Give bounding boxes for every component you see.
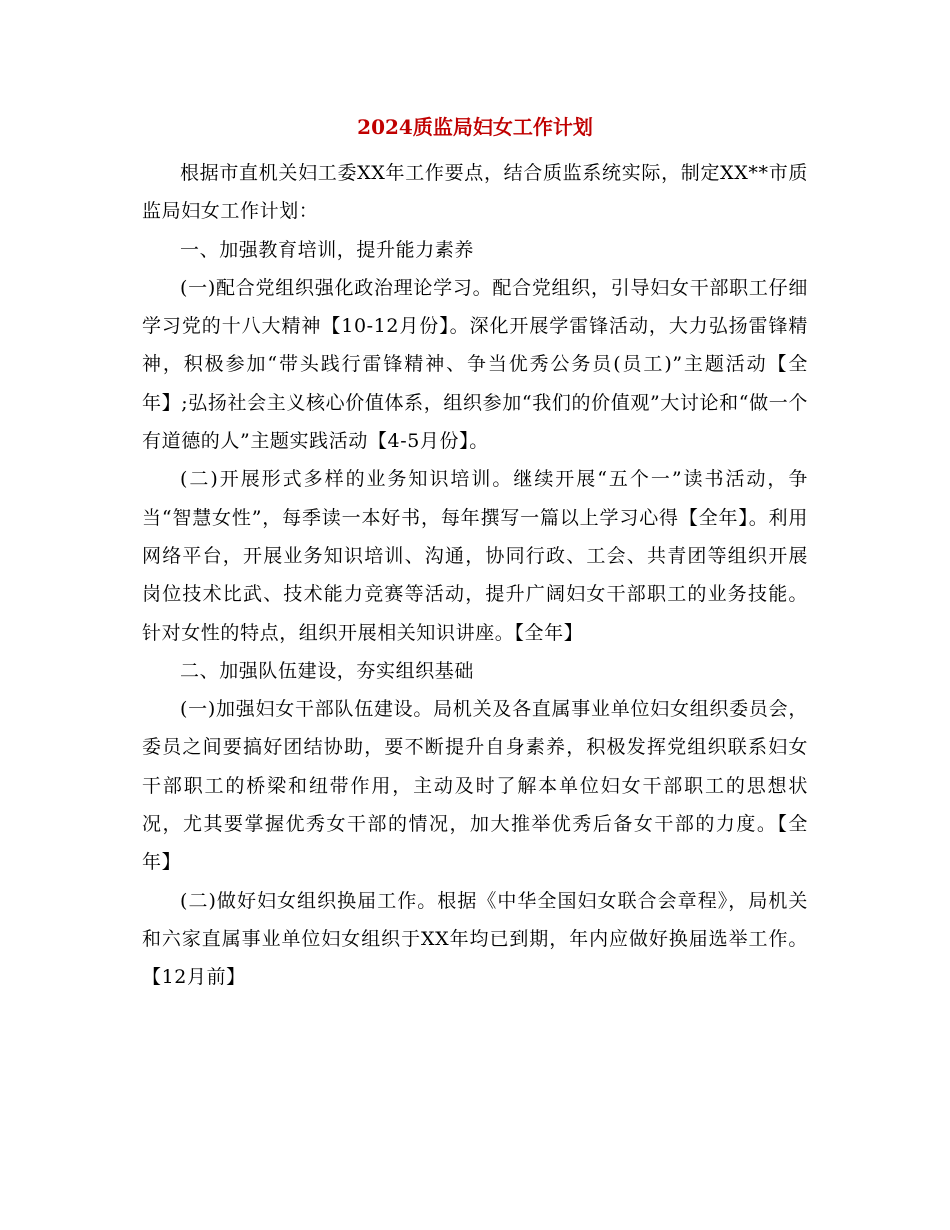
section-1-item-2: (二)开展形式多样的业务知识培训。继续开展“五个一”读书活动，争当“智慧女性”，每季读一本好书，每年撰写一篇以上学习心得【全年】。利用网络平台，开展业务知识培训、沟通，协同行政、工会、共青团等组织开展岗位技术比武、技术能力竞赛等活动，提升广阔妇女干部职工的业务技能。针对女性的特点，组织开展相关知识讲座。【全年】 — [142, 468, 808, 644]
document-title: 2024质监局妇女工作计划 — [357, 115, 593, 139]
document-body — [142, 154, 808, 997]
section-1-item-1: (一)配合党组织强化政治理论学习。配合党组织，引导妇女干部职工仔细学习党的十八大精神【10-12月份】。深化开展学雷锋活动，大力弘扬雷锋精神，积极参加“带头践行雷锋精神、争当优秀公务员(员工)”主题活动【全年】;弘扬社会主义核心价值体系，组织参加“我们的价值观”大讨论和“做一个有道德的人”主题实践活动【4-5月份】。 — [142, 276, 808, 453]
section-heading-1: 一、加强教育培训，提升能力素养 — [180, 238, 475, 261]
section-heading-2: 二、加强队伍建设，夯实组织基础 — [180, 659, 475, 682]
intro-paragraph: 根据市直机关妇工委XX年工作要点，结合质监系统实际，制定XX**市质监局妇女工作计划： — [142, 162, 808, 223]
section-2-item-1: (一)加强妇女干部队伍建设。局机关及各直属事业单位妇女组织委员会，委员之间要搞好团结协助，要不断提升自身素养，积极发挥党组织联系妇女干部职工的桥梁和纽带作用，主动及时了解本单位妇女干部职工的思想状况，尤其要掌握优秀女干部的情况，加大推举优秀后备女干部的力度。【全年】 — [142, 698, 808, 874]
section-2-item-2: (二)做好妇女组织换届工作。根据《中华全国妇女联合会章程》，局机关和六家直属事业单位妇女组织于XX年均已到期，年内应做好换届选举工作。【12月前】 — [142, 889, 808, 989]
